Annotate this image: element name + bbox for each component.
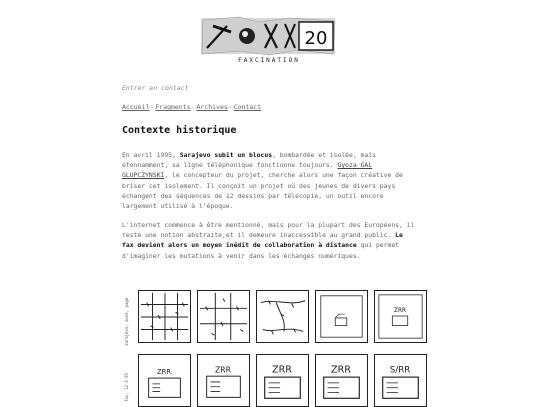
fax-machine-drawing [198,355,249,406]
fax-machine-drawing [257,355,308,406]
breadcrumb-archives[interactable]: Archives [196,103,228,111]
author-link[interactable]: Gyoza GAL GLUPCZYNSKI [122,161,373,180]
barbed-wire-grid-drawing [139,291,190,342]
breadcrumb-contact[interactable]: Contact [233,103,262,111]
context-paragraph-2 [122,220,417,261]
svg-text:ZRR: ZRR [331,364,351,376]
logo-tagline: FAXCINATION [238,57,300,64]
para2-text-2: qui permet d'imaginer les mutations à venir dans les échanges numériques. [122,241,400,260]
fax-drawing[interactable] [197,290,250,343]
fax-machine-drawing [375,355,426,406]
drawing-strip-label: sarajevo, anne, page [124,297,129,346]
fax-machine-drawing [316,355,367,406]
breadcrumb-fragments[interactable]: Fragments [155,103,191,111]
fax-drawing[interactable] [374,290,427,343]
svg-text:ZRR: ZRR [157,368,171,377]
svg-text:ZRR: ZRR [272,364,292,376]
breadcrumb-separator: – [150,103,155,111]
fax-drawing[interactable] [315,290,368,343]
para1-text-2: , bombardée et isolée, mais étonnamment, sa ligne téléphonique fonctionne toujours. [122,151,376,170]
breadcrumb-separator: – [191,103,196,111]
para2-bold: Le fax devient alors un moyen inédit de collaboration à distance [122,231,403,250]
fax-drawing[interactable] [374,354,427,407]
breadcrumb [122,103,261,111]
fax-drawing[interactable] [197,354,250,407]
barbed-wire-drawing [257,291,308,342]
para1-bold: Sarajevo subit un blocus [179,151,273,159]
breadcrumb-separator: – [228,103,233,111]
fax-drawing[interactable] [315,354,368,407]
fax-machine-drawing [139,355,190,406]
svg-text:S/RR: S/RR [389,365,411,376]
fax-machine-drawing [375,291,426,342]
page-title: Contexte historique [122,125,237,136]
fax-drawing[interactable] [256,290,309,343]
barbed-wire-grid-drawing [198,291,249,342]
svg-text:ZRR: ZRR [394,308,407,315]
fax-drawing[interactable] [256,354,309,407]
para2-text-1: L'internet commence à être mentionné, mais pour la plupart des Européens, il reste une notion abstraite,et il demeure inaccessible au grand public. [122,221,415,240]
breadcrumb-home[interactable]: Accueil [122,103,150,111]
fax-drawing[interactable] [138,354,191,407]
drawing-strip-label: fax, 12-3-95 [124,373,129,402]
fax-drawing[interactable] [138,290,191,343]
svg-text:ZRR: ZRR [215,365,231,375]
para1-text-3: , le concepteur du projet, cherche alors une façon créative de briser cet isolement. Il conçoit un projet où des jeunes de divers pays échangent des séquences de 12 dessins par télécopie, un outil encore largement utilisé à l'époque. [122,171,403,211]
para1-text-1: En avril 1995, [122,151,180,159]
context-paragraph-1 [122,150,417,211]
contact-link[interactable]: Entrer en contact [122,84,189,92]
fax-machine-drawing [316,291,367,342]
logo-number: 20 [304,28,328,49]
